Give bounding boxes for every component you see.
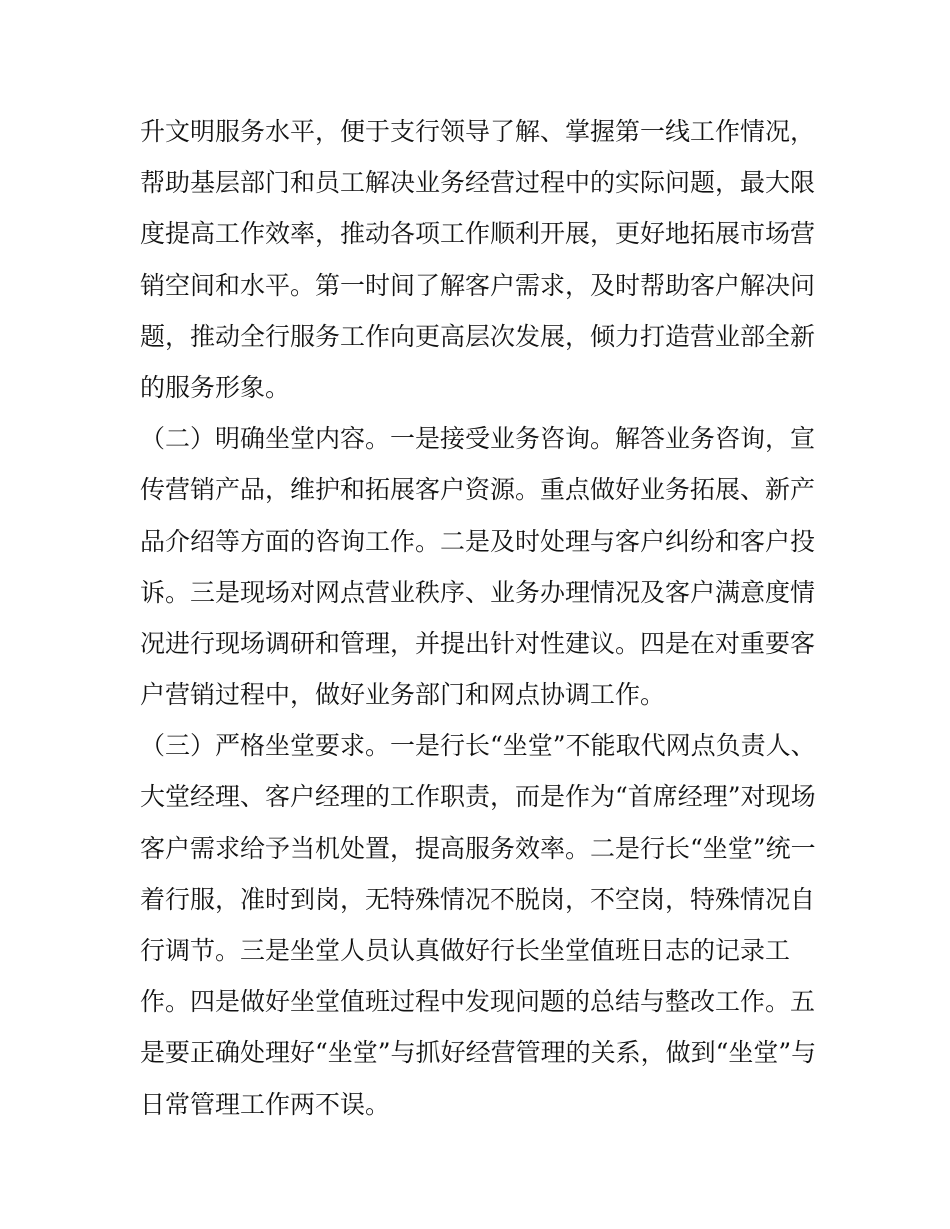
text-line-15: 客户需求给予当机处置，提高服务效率。二是行长“坐堂”统一: [140, 833, 816, 863]
text-line-18: 作。四是做好坐堂值班过程中发现问题的总结与整改工作。五: [140, 987, 816, 1017]
text-line-12: 户营销过程中，做好业务部门和网点协调工作。: [140, 680, 666, 710]
text-line-17: 行调节。三是坐堂人员认真做好行长坐堂值班日志的记录工: [140, 936, 791, 965]
text-line-10: 诉。三是现场对网点营业秩序、业务办理情况及客户满意度情: [140, 577, 816, 607]
section-3-heading-line: （三）严格坐堂要求。一是行长“坐堂”不能取代网点负责人、: [140, 731, 816, 761]
text-line-16: 着行服，准时到岗，无特殊情况不脱岗，不空岗，特殊情况自: [140, 884, 816, 914]
document-body: [140, 106, 820, 1130]
text-line-9: 品介绍等方面的咨询工作。二是及时处理与客户纠纷和客户投: [140, 526, 816, 556]
text-line-20: 日常管理工作两不误。: [140, 1089, 391, 1119]
text-line-14: 大堂经理、客户经理的工作职责，而是作为“首席经理”对现场: [140, 782, 816, 812]
text-line-5: 题，推动全行服务工作向更高层次发展，倾力打造营业部全新: [140, 321, 816, 351]
text-line-1: 升文明服务水平，便于支行领导了解、掌握第一线工作情况，: [140, 117, 816, 146]
text-line-4: 销空间和水平。第一时间了解客户需求，及时帮助客户解决问: [140, 270, 816, 300]
text-line-8: 传营销产品，维护和拓展客户资源。重点做好业务拓展、新产: [140, 475, 816, 505]
section-2-heading-line: （二）明确坐堂内容。一是接受业务咨询。解答业务咨询，宣: [140, 424, 816, 454]
text-line-2: 帮助基层部门和员工解决业务经营过程中的实际问题，最大限: [140, 168, 816, 198]
text-line-3: 度提高工作效率，推动各项工作顺利开展，更好地拓展市场营: [140, 219, 816, 249]
text-line-19: 是要正确处理好“坐堂”与抓好经营管理的关系，做到“坐堂”与: [140, 1038, 817, 1068]
text-line-6: 的服务形象。: [140, 372, 291, 402]
text-line-11: 况进行现场调研和管理，并提出针对性建议。四是在对重要客: [140, 628, 816, 658]
